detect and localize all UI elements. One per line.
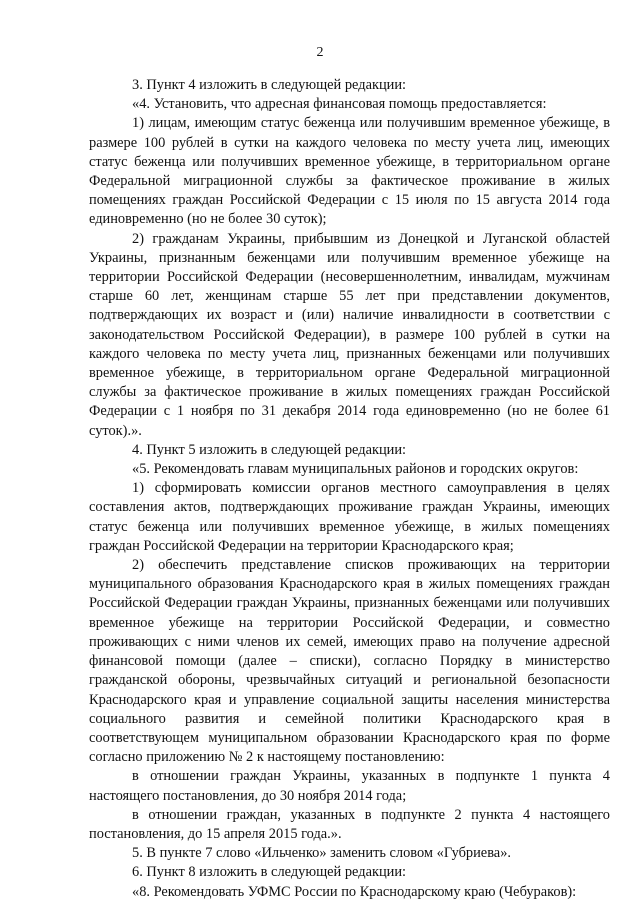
- paragraph-subitem-2-ukraine-citizens: 2) гражданам Украины, прибывшим из Донецкой и Луганской областей Украины, признанным беженцами или получившим временное убежище на территории Российской Федерации (несовершеннолетним, инвалидам, мужчинам старше 60 лет, женщинам старше 55 лет при представлении документов, подтверждающих их возраст и (или) наличие инвалидности в соответствии с законодательством Российской Федерации), в размере 100 рублей в сутки на каждого человека по месту учета лиц, признанных беженцами или получивших временное убежище, в территориальном органе Федеральной миграционной службы за фактическое проживание в жилых помещениях граждан Российской Федерации с 1 ноября по 31 декабря 2014 года единовременно (но не более 61 суток).».: [89, 230, 610, 439]
- paragraph-item8-intro: «8. Рекомендовать УФМС России по Краснодарскому краю (Чебураков):: [132, 883, 577, 900]
- paragraph-item5-replacement: 5. В пункте 7 слово «Ильченко» заменить словом «Губриева».: [132, 845, 511, 862]
- paragraph-item4-intro: «4. Установить, что адресная финансовая помощь предоставляется:: [132, 96, 547, 113]
- paragraph-deadline-subitem-2: в отношении граждан, указанных в подпункте 2 пункта 4 настоящего постановления, до 15 апреля 2015 года.».: [89, 806, 610, 842]
- paragraph-item4-heading: 4. Пункт 5 изложить в следующей редакции:: [132, 441, 407, 458]
- document-body: [89, 76, 610, 902]
- paragraph-subitem-1-commissions: 1) сформировать комиссии органов местного самоуправления в целях составления актов, подтверждающих проживание граждан Украины, имеющих статус беженца или получивших временное убежище, в жилых помещениях граждан Российской Федерации на территории Краснодарского края;: [89, 480, 610, 554]
- paragraph-item5-intro: «5. Рекомендовать главам муниципальных районов и городских округов:: [132, 461, 579, 478]
- paragraph-deadline-subitem-1: в отношении граждан Украины, указанных в подпункте 1 пункта 4 настоящего постановления, до 30 ноября 2014 года;: [89, 768, 610, 804]
- paragraph-item3-heading: 3. Пункт 4 изложить в следующей редакции:: [132, 77, 407, 93]
- paragraph-subitem-2-lists: 2) обеспечить представление списков проживающих на территории муниципального образования Краснодарского края в жилых помещениях граждан Российской Федерации граждан Украины, признанных беженцами или получивших временное убежище на территории Российской Федерации, и совместно проживающих с ними членов их семей, имеющих право на получение адресной финансовой помощи (далее – списки), согласно Порядку в министерство гражданской обороны, чрезвычайных ситуаций и региональной безопасности Краснодарского края и управление социальной защиты населения министерства социального развития и семейной политики Краснодарского края в соответствующем муниципальном образовании Краснодарского края по форме согласно приложению № 2 к настоящему постановлению:: [89, 557, 610, 766]
- paragraph-subitem-1-refugees: 1) лицам, имеющим статус беженца или получившим временное убежище, в размере 100 рублей в сутки на каждого человека по месту учета лиц, имеющих статус беженца или получивших временное убежище, в территориальном органе Федеральной миграционной службы за фактическое проживание в жилых помещениях граждан Российской Федерации с 15 июля по 15 августа 2014 года единовременно (но не более 30 суток);: [89, 115, 610, 228]
- paragraph-item6-heading: 6. Пункт 8 изложить в следующей редакции:: [132, 864, 407, 881]
- page-number: 2: [316, 45, 324, 60]
